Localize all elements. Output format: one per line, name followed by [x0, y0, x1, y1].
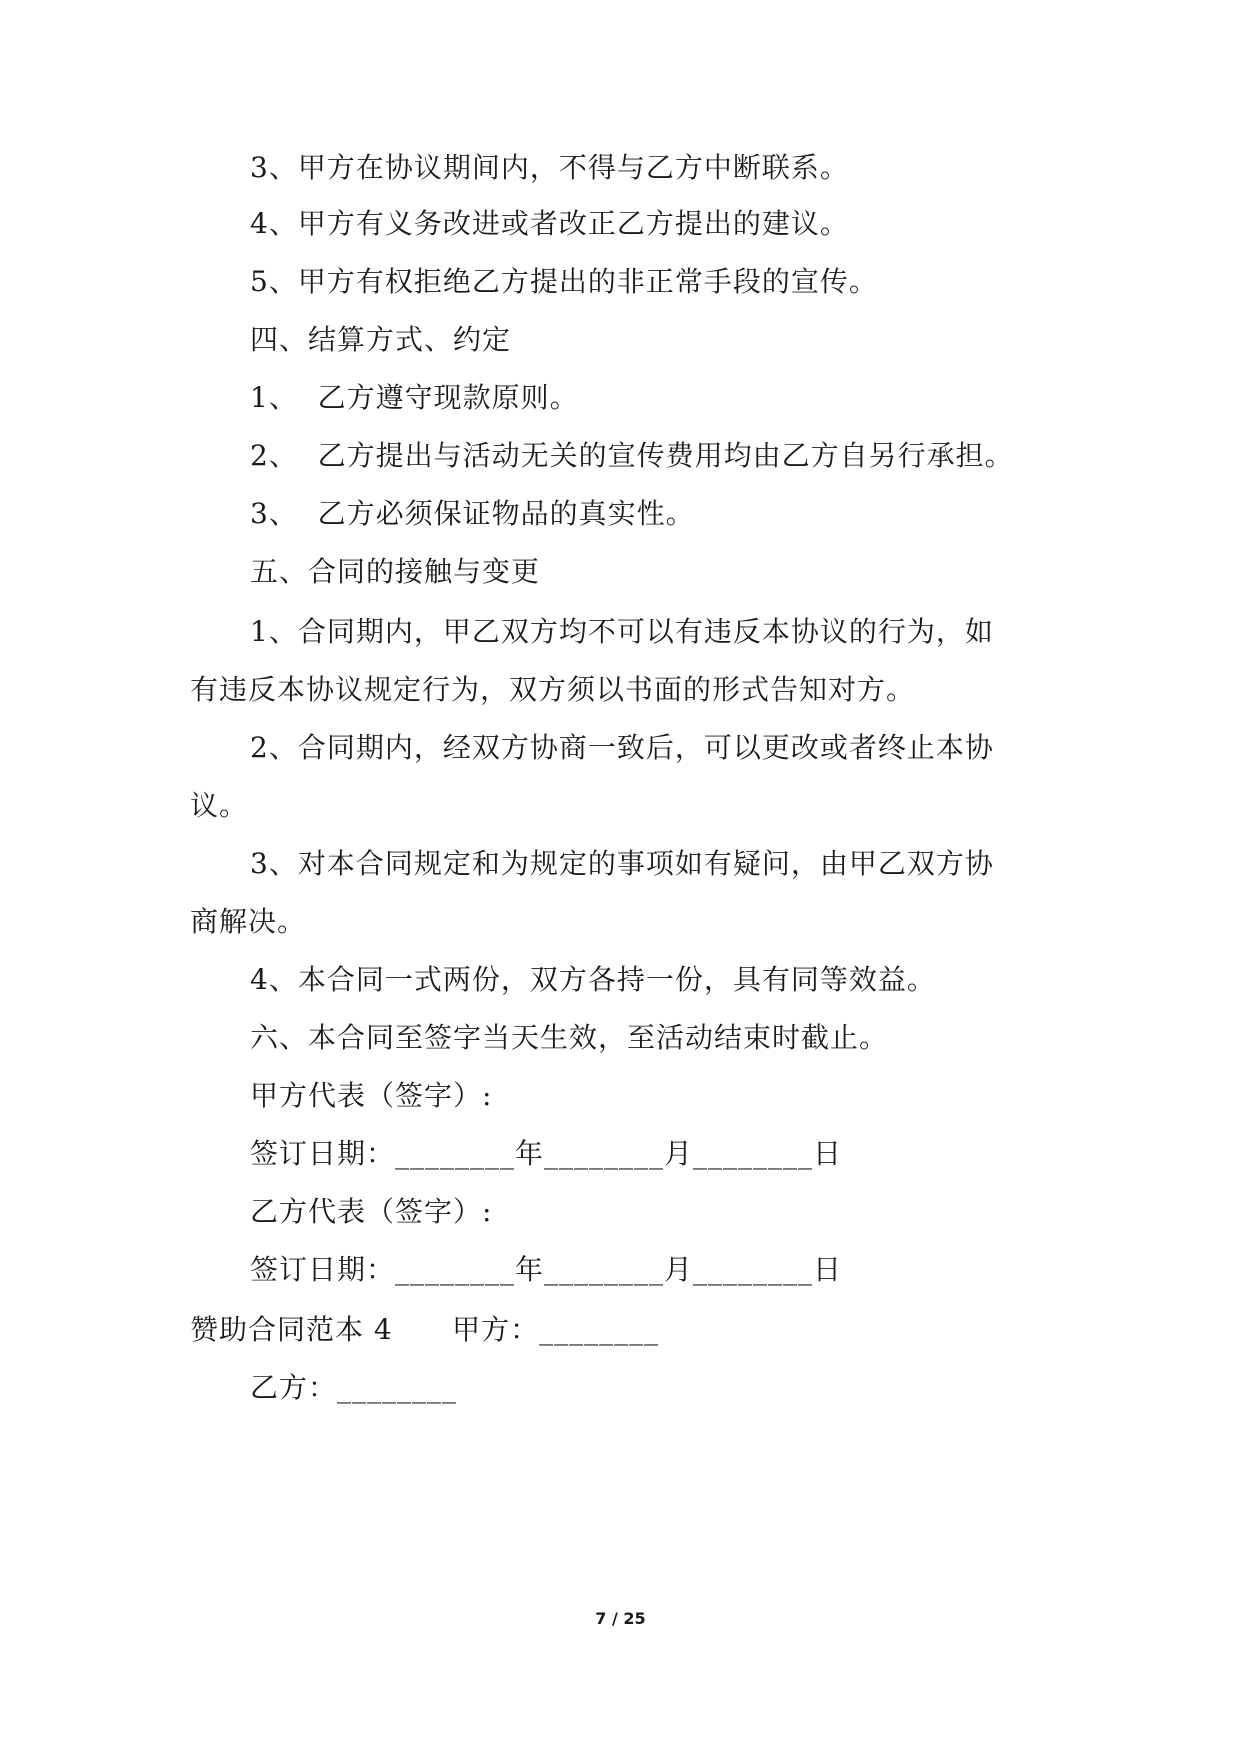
page-number: 7 / 25: [595, 1609, 646, 1628]
change-clause-3-line-1: 3、对本合同规定和为规定的事项如有疑问，由甲乙双方协: [250, 847, 994, 880]
settlement-item-1: 1、 乙方遵守现款原则。: [250, 381, 579, 414]
clause-4-improve-suggestions: 4、甲方有义务改进或者改正乙方提出的建议。: [250, 207, 849, 240]
clause-5-refuse-improper-promotion: 5、甲方有权拒绝乙方提出的非正常手段的宣传。: [250, 265, 878, 298]
section-6-effective-date: 六、本合同至签字当天生效，至活动结束时截止。: [250, 1021, 889, 1054]
section-4-heading: 四、结算方式、约定: [250, 323, 512, 356]
party-b-signature-label: 乙方代表（签字）:: [250, 1195, 493, 1228]
party-a-signature-label: 甲方代表（签字）:: [250, 1079, 493, 1112]
settlement-item-2: 2、 乙方提出与活动无关的宣传费用均由乙方自另行承担。: [250, 439, 1014, 472]
clause-3-no-disconnect: 3、甲方在协议期间内，不得与乙方中断联系。: [250, 151, 849, 184]
settlement-item-3: 3、 乙方必须保证物品的真实性。: [250, 497, 695, 530]
template-4-party-b: 乙方：________: [250, 1371, 458, 1404]
party-a-signing-date: 签订日期：________年________月________日: [250, 1137, 843, 1170]
change-clause-4: 4、本合同一式两份，双方各持一份，具有同等效益。: [250, 963, 936, 996]
change-clause-2-line-2: 议。: [190, 789, 249, 822]
change-clause-2-line-1: 2、合同期内，经双方协商一致后，可以更改或者终止本协: [250, 731, 994, 764]
template-4-title-party-a: 赞助合同范本 4 甲方：________: [190, 1313, 660, 1346]
party-b-signing-date: 签订日期：________年________月________日: [250, 1253, 843, 1286]
section-5-heading: 五、合同的接触与变更: [250, 555, 541, 588]
change-clause-1-line-1: 1、合同期内，甲乙双方均不可以有违反本协议的行为，如: [250, 615, 994, 648]
change-clause-1-line-2: 有违反本协议规定行为，双方须以书面的形式告知对方。: [190, 673, 916, 706]
change-clause-3-line-2: 商解决。: [190, 905, 307, 938]
